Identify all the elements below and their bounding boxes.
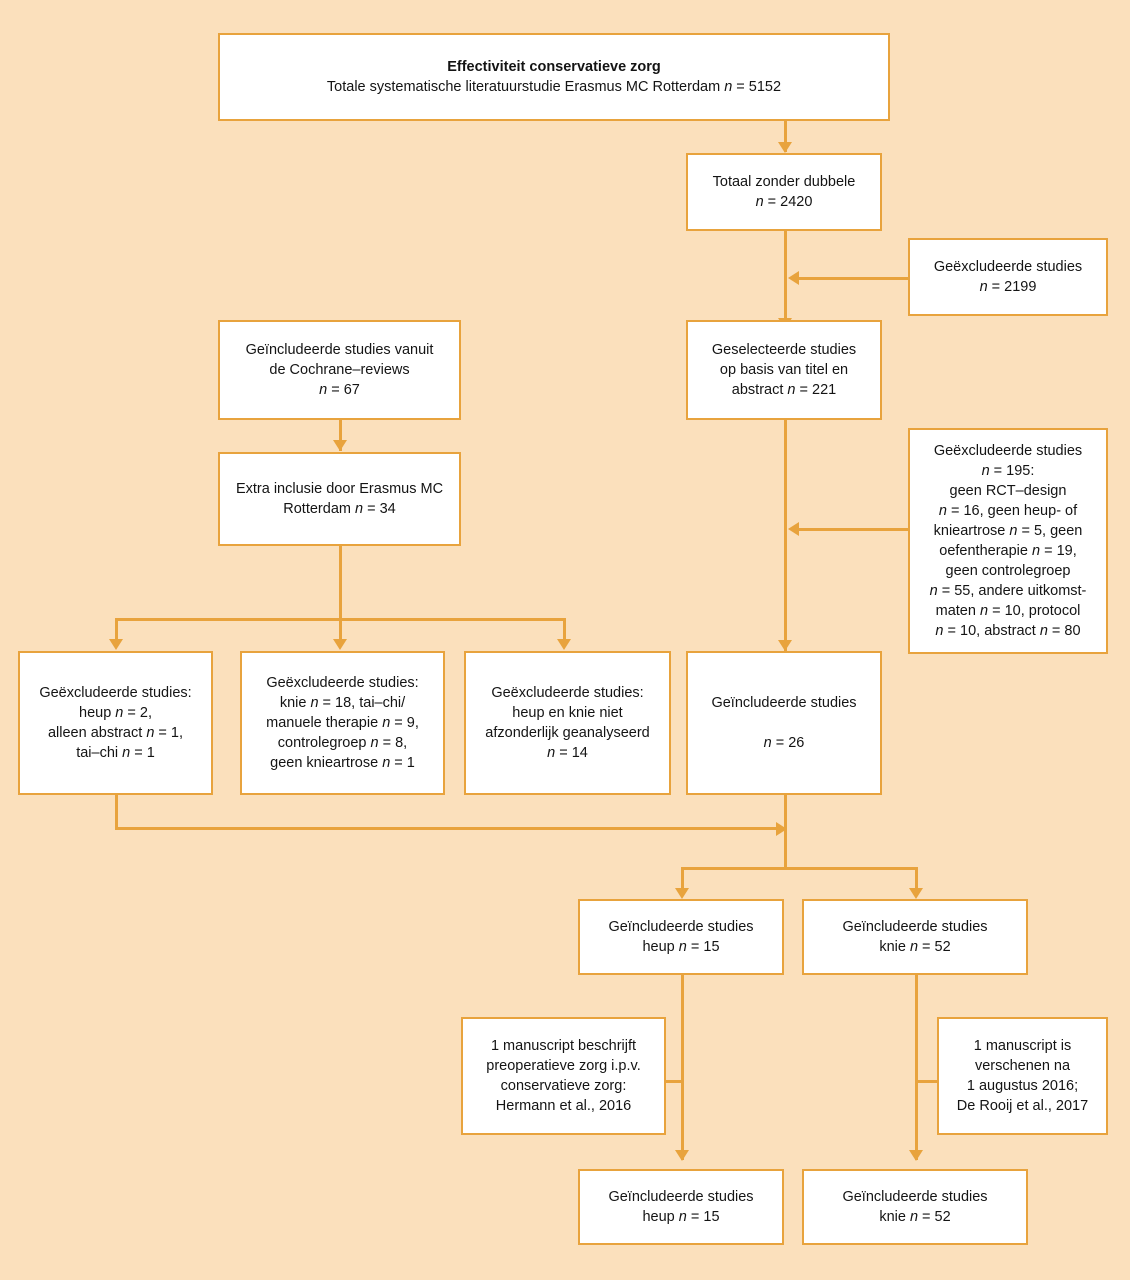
msknie-line1: 1 manuscript is [973,1038,1072,1054]
msknie-line4: De Rooij et al., 2017 [956,1098,1089,1114]
exclknie-l3n: n [382,715,391,731]
inclheupB-value: = 15 [686,1209,720,1225]
exclhk-line3: afzonderlijk geanalyseerd [485,725,650,741]
exclheup-l2a: heup [79,705,116,721]
inclheupA-n: n [678,939,687,955]
excl195-s17: n [935,623,944,639]
arrow-excl195 [788,522,799,536]
box-manuscript-knee-note [937,1017,1108,1135]
extra-line1: Extra inclusie door Erasmus MC [235,481,444,497]
connector-knie-final [915,974,918,1160]
arrow-to-heup [675,888,689,899]
inclheupA-line1: Geïncludeerde studies [608,919,754,935]
connector-excl2199 [796,277,908,280]
exclhk-line2: heup en knie niet [512,705,623,721]
exclheup-l2n: n [115,705,124,721]
excl195-s4: = 16, geen heup- of [946,503,1078,519]
exclhk-n: n [547,745,556,761]
connector-totaal-down [784,230,787,328]
arrow-to-totaal [778,142,792,153]
excl195-s14: maten [935,603,980,619]
incl26-n: n [763,735,772,751]
msheup-line3: conservatieve zorg: [500,1078,627,1094]
inclknieB-l2a: knie [879,1209,910,1225]
exclknie-l4n: n [370,735,379,751]
connector-split-heup-knie [681,867,918,870]
inclknieA-value: = 52 [918,939,951,955]
msknie-line2: verschenen na [974,1058,1071,1074]
exclknie-line1: Geëxcludeerde studies: [266,675,419,691]
exclknie-l3b: = 9, [390,715,419,731]
inclheupB-line1: Geïncludeerde studies [608,1189,754,1205]
inclknieB-value: = 52 [918,1209,951,1225]
box-top-line2n: n [724,79,733,95]
arrow-to-knie [909,888,923,899]
box-excluded-195 [908,428,1108,654]
exclheup-l4n: n [122,745,131,761]
inclknieB-n: n [909,1209,919,1225]
cochrane-line2: de Cochrane–reviews [269,362,410,378]
box-included-knee-52-first [802,899,1028,975]
arrow-excl2199 [788,271,799,285]
msheup-line4: Hermann et al., 2016 [495,1098,632,1114]
exclheup-l2b: = 2, [123,705,152,721]
connector-geincl26-down [784,790,787,870]
connector-heup-final [681,974,684,1160]
arrow-to-geincl26 [778,640,792,651]
box-totaal-zonder-dubbele [686,153,882,231]
inclheupA-l2a: heup [642,939,679,955]
excl195-s12: n [929,583,938,599]
inclheupB-n: n [678,1209,687,1225]
exclhk-value: = 14 [555,745,588,761]
box-included-hip-15-final [578,1169,784,1245]
arrow-heup-final [675,1150,689,1161]
msheup-line2: preoperatieve zorg i.p.v. [486,1058,641,1074]
exclknie-l5b: = 1 [390,755,415,771]
exclknie-l4a: controlegroep [277,735,371,751]
extra-value: = 34 [363,501,396,517]
totaal-value: = 2420 [763,194,813,210]
sel221-value: = 221 [795,382,837,398]
exclheup-l3a: alleen abstract [47,725,147,741]
exclheup-l3n: n [146,725,155,741]
connector-excl195 [796,528,908,531]
box-excluded-knee [240,651,445,795]
incl26-line1: Geïncludeerde studies [711,695,857,711]
exclknie-l4b: = 8, [378,735,408,751]
excl195-s5: knieartrose [933,523,1010,539]
exclknie-l5n: n [382,755,391,771]
excl195-s9: n [1031,543,1041,559]
connector-manuscript-heup [666,1080,684,1083]
excl195-s2: geen RCT–design [949,483,1067,499]
excl195-s10: = 19, [1040,543,1077,559]
box-top-line2b: = 5152 [732,79,782,95]
sel221-line2: op basis van titel en [719,362,849,378]
box-excluded-hip-knee-not-separate [464,651,671,795]
inclknieA-n: n [909,939,919,955]
totaal-n: n [755,194,764,210]
sel221-n: n [787,382,796,398]
excl2199-n: n [979,279,988,295]
arrow-branch-right [557,639,571,650]
inclheupA-value: = 15 [686,939,720,955]
box-excluded-hip [18,651,213,795]
exclknie-l2a: knie [279,695,311,711]
arrow-to-extra-inclusie [333,440,347,451]
exclheup-l4b: = 1 [130,745,155,761]
excl195-s6: n [1009,523,1018,539]
extra-line2a: Rotterdam [283,501,355,517]
arrow-branch-left [109,639,123,650]
cochrane-n: n [319,382,328,398]
exclknie-l3a: manuele therapie [266,715,383,731]
connector-manuscript-knie [915,1080,937,1083]
arrow-knie-final [909,1150,923,1161]
cochrane-value: = 67 [327,382,360,398]
arrow-branch-mid [333,639,347,650]
excl195-s13: = 55, andere uitkomst- [937,583,1087,599]
exclheup-l3b: = 1, [154,725,184,741]
exclheup-line1: Geëxcludeerde studies: [39,685,192,701]
inclknieA-line1: Geïncludeerde studies [842,919,988,935]
inclheupB-l2a: heup [642,1209,679,1225]
box-top-line2a: Totale systematische literatuurstudie Erasmus MC Rotterdam [326,79,725,95]
msknie-line3: 1 augustus 2016; [966,1078,1079,1094]
sel221-line3a: abstract [731,382,788,398]
excl195-s15: n [979,603,989,619]
extra-n: n [355,501,364,517]
box-top-title: Effectiviteit conservatieve zorg [447,59,661,75]
msheup-line1: 1 manuscript beschrijft [490,1038,637,1054]
box-selected-221 [686,320,882,420]
exclknie-l5a: geen knieartrose [270,755,383,771]
inclknieB-line1: Geïncludeerde studies [842,1189,988,1205]
exclheup-l4a: tai–chi [76,745,123,761]
box-included-hip-15-first [578,899,784,975]
excl2199-value: = 2199 [987,279,1037,295]
sel221-line1: Geselecteerde studies [711,342,857,358]
excl195-s7: = 5, geen [1017,523,1083,539]
cochrane-line1: Geïncludeerde studies vanuit [245,342,434,358]
connector-extra-down [339,546,342,620]
box-manuscript-hip-note [461,1017,666,1135]
excl2199-line1: Geëxcludeerde studies [933,259,1083,275]
box-cochrane-included [218,320,461,420]
excl195-s3: n [938,503,947,519]
connector-collect-h [115,827,783,830]
box-included-knee-52-final [802,1169,1028,1245]
excl195-s11: geen controlegroep [945,563,1071,579]
excl195-s18: = 10, abstract [943,623,1040,639]
box-excluded-2199 [908,238,1108,316]
exclknie-l2b: = 18, tai–chi/ [318,695,406,711]
connector-geselecteerde-down [784,419,787,651]
exclhk-line1: Geëxcludeerde studies: [491,685,644,701]
excl195-s19: n [1039,623,1048,639]
totaal-line1: Totaal zonder dubbele [712,174,856,190]
incl26-value: = 26 [771,735,805,751]
excl195-s16: = 10, protocol [988,603,1081,619]
connector-collect-left [115,795,118,830]
box-top-total [218,33,890,121]
box-included-26 [686,651,882,795]
excl195-s20: = 80 [1047,623,1081,639]
exclknie-l2n: n [310,695,319,711]
box-extra-inclusion [218,452,461,546]
excl195-s1: = 195: [989,463,1035,479]
inclknieA-l2a: knie [879,939,910,955]
excl195-s0: n [981,463,990,479]
excl195-s8: oefentherapie [939,543,1032,559]
excl195-line1: Geëxcludeerde studies [933,443,1083,459]
